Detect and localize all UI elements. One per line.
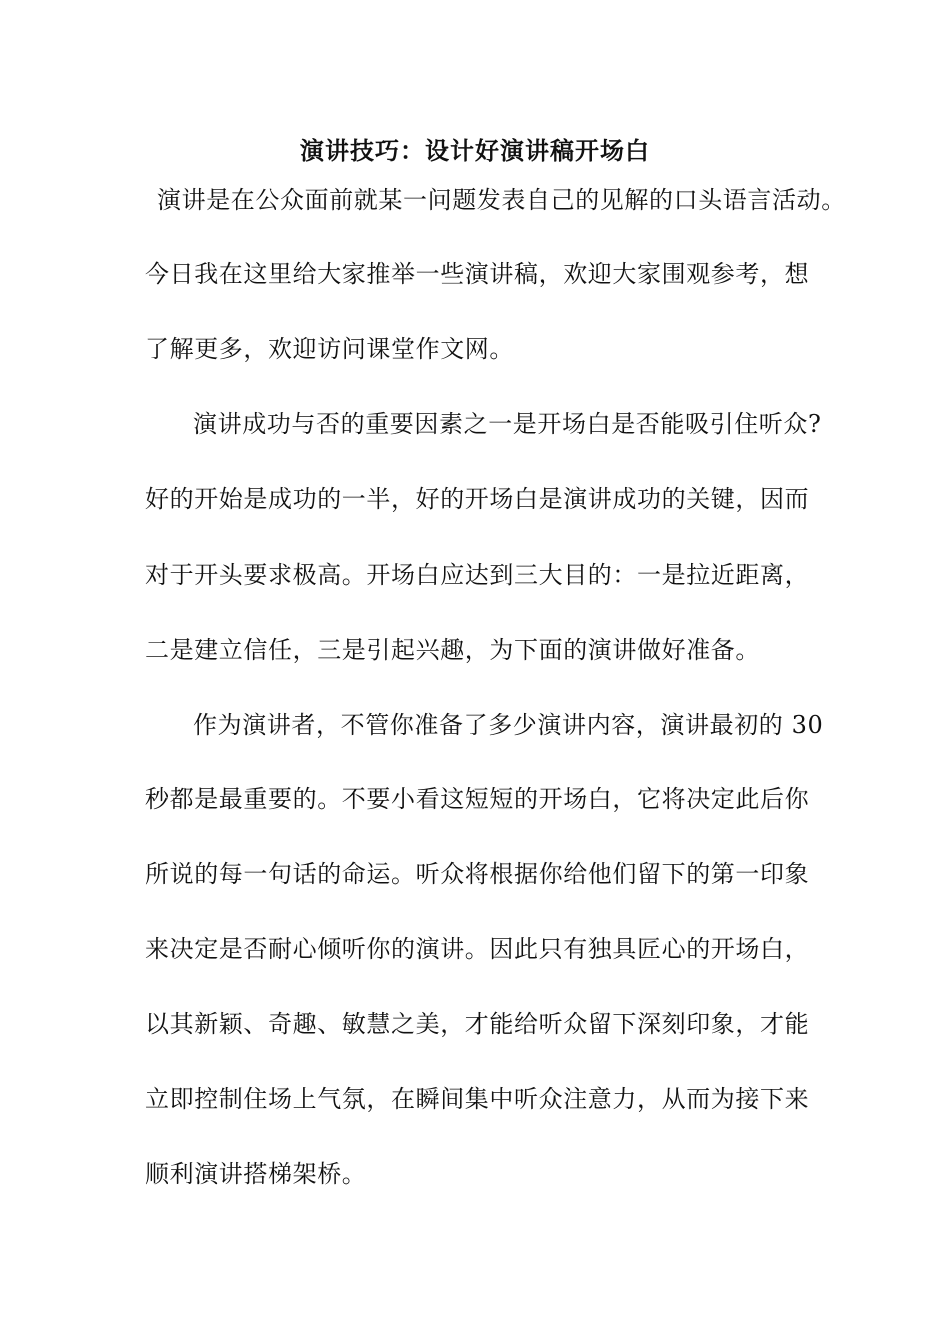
body-line: 演讲成功与否的重要因素之一是开场白是否能吸引住听众? (193, 410, 822, 438)
body-line: 来决定是否耐心倾听你的演讲。因此只有独具匠心的开场白， (145, 935, 810, 963)
body-line: 演讲是在公众面前就某一问题发表自己的见解的口头语言活动。 (157, 186, 846, 214)
body-line: 以其新颖、奇趣、敏慧之美，才能给听众留下深刻印象，才能 (145, 1010, 810, 1038)
body-line: 立即控制住场上气氛，在瞬间集中听众注意力，从而为接下来 (145, 1085, 810, 1113)
body-line: 好的开始是成功的一半，好的开场白是演讲成功的关键，因而 (145, 485, 810, 513)
body-line: 对于开头要求极高。开场白应达到三大目的：一是拉近距离， (145, 561, 810, 589)
body-line: 二是建立信任，三是引起兴趣，为下面的演讲做好准备。 (145, 636, 760, 664)
body-line: 顺利演讲搭梯架桥。 (145, 1160, 367, 1188)
body-line: 作为演讲者，不管你准备了多少演讲内容，演讲最初的 30 (193, 711, 824, 739)
body-line: 今日我在这里给大家推举一些演讲稿，欢迎大家围观参考，想 (145, 260, 810, 288)
document-title: 演讲技巧：设计好演讲稿开场白 (300, 136, 650, 165)
body-line: 秒都是最重要的。不要小看这短短的开场白，它将决定此后你 (145, 785, 810, 813)
body-line: 所说的每一句话的命运。听众将根据你给他们留下的第一印象 (145, 860, 810, 888)
body-line: 了解更多，欢迎访问课堂作文网。 (145, 335, 514, 363)
